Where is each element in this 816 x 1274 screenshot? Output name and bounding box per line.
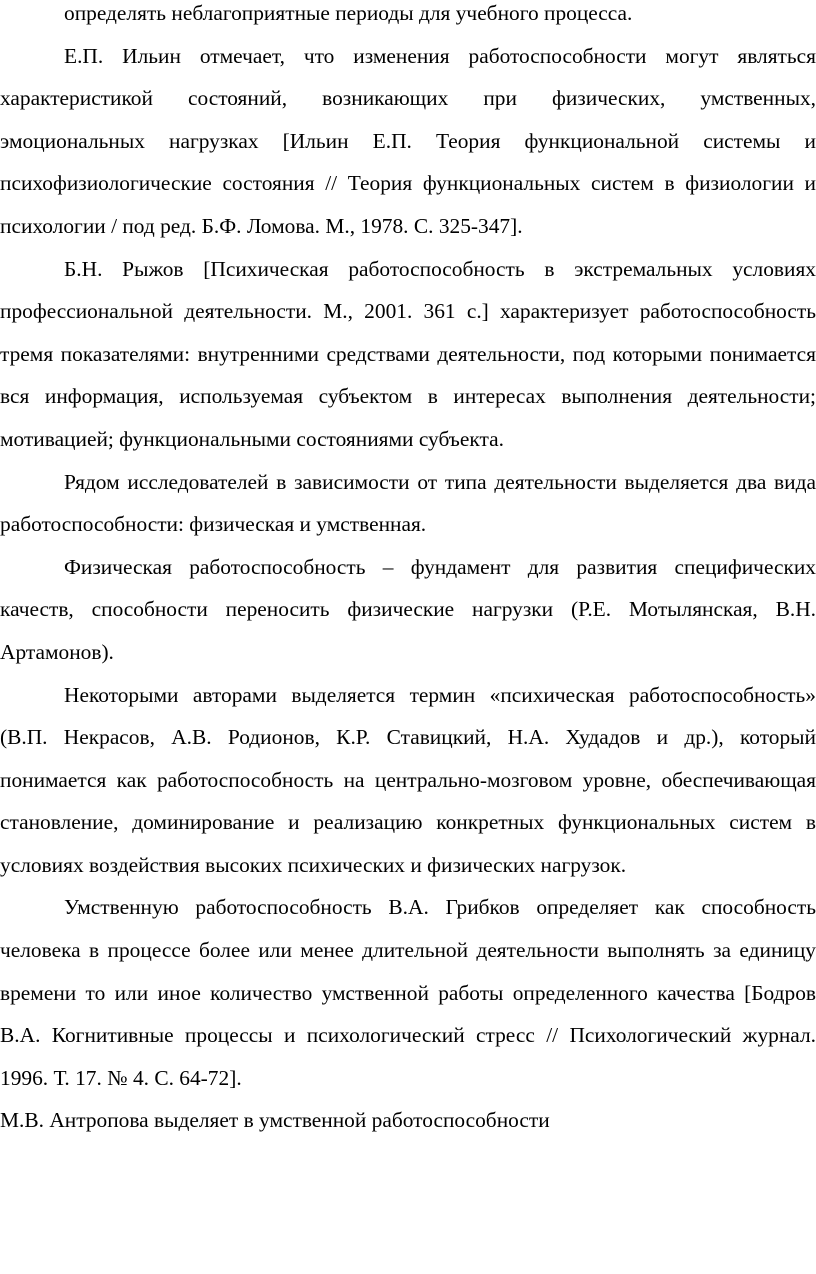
paragraph-mental: Умственную работоспособность В.А. Грибков определяет как способность человека в процессе более или менее длительной деятельности выполнять за единицу времени то или иное количество умственной работы определенного качества [Бодров В.А. Когнитивные процессы и психологический стресс // Психологический журнал. 1996. Т. 17. № 4. С. 64-72]. [0,895,816,1090]
paragraph-continuation: определять неблагоприятные периоды для учебного процесса. [64,1,633,25]
paragraph-antropova: М.В. Антропова выделяет в умственной работоспособности [0,1108,550,1133]
paragraph-two-types: Рядом исследователей в зависимости от типа деятельности выделяется два вида работоспособности: физическая и умственная. [0,469,816,537]
paragraph-ryzhov: Б.Н. Рыжов [Психическая работоспособность в экстремальных условиях профессиональной деятельности. М., 2001. 361 с.] характеризует работоспособность тремя показателями: внутренними средствами деятельности, под которыми понимается вся информация, используемая субъектом в интересах выполнения деятельности; мотивацией; функциональными состояниями субъекта. [0,256,816,451]
paragraph-ilyin: Е.П. Ильин отмечает, что изменения работоспособности могут являться характеристикой состояний, возникающих при физических, умственных, эмоциональных нагрузках [Ильин Е.П. Теория функциональной системы и психофизиологические состояния // Теория функциональных систем в физиологии и психологии / под ред. Б.Ф. Ломова. М., 1978. С. 325-347]. [0,43,816,238]
paragraph-psychic: Некоторыми авторами выделяется термин «психическая работоспособность» (В.П. Некрасов, А.В. Родионов, К.Р. Ставицкий, Н.А. Худадов и др.), который понимается как работоспособность на центрально-мозговом уровне, обеспечивающая становление, доминирование и реализацию конкретных функциональных систем в условиях воздействия высоких психических и физических нагрузок. [0,682,816,877]
paragraph-physical: Физическая работоспособность – фундамент для развития специфических качеств, способности переносить физические нагрузки (Р.Е. Мотылянская, В.Н. Артамонов). [0,554,816,664]
